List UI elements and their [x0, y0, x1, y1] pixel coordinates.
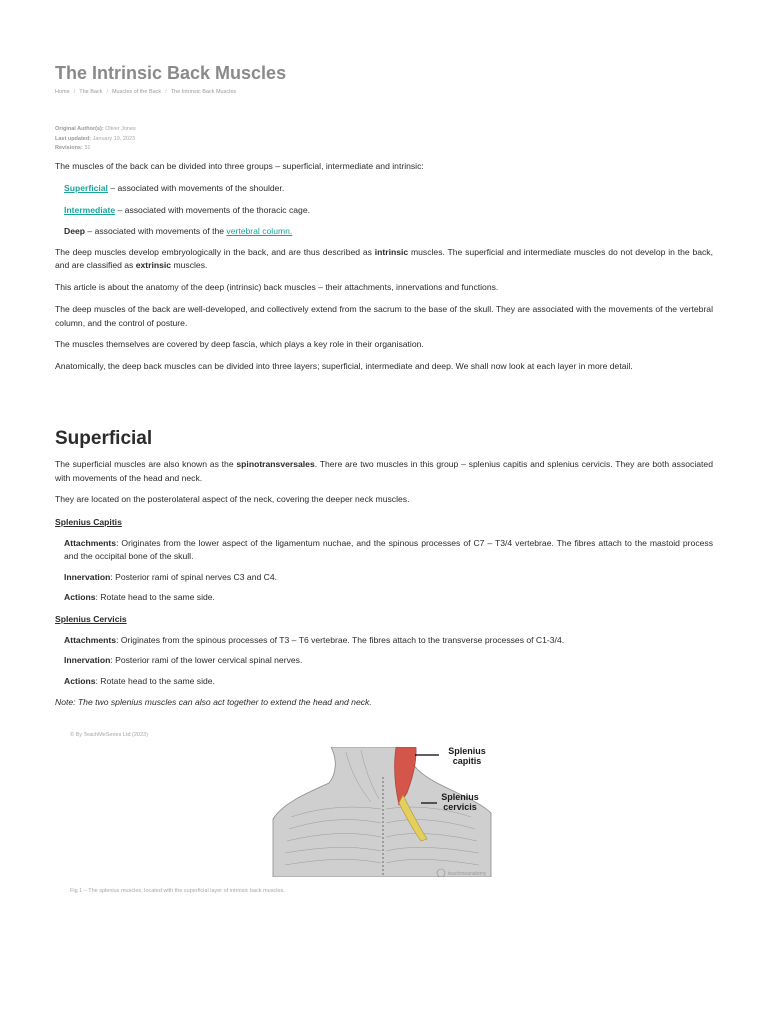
image-credit: © By TeachMeSeries Ltd (2023)	[70, 732, 148, 738]
deep-label: Deep	[64, 226, 86, 236]
label-splenius-cervicis-1: Splenius	[441, 792, 479, 802]
group-deep: Deep – associated with movements of the vertebral column.	[64, 226, 293, 236]
revisions-count[interactable]: 31	[84, 145, 91, 151]
author-name[interactable]: Oliver Jones	[105, 126, 136, 132]
cervicis-attachments: Attachments: Originates from the spinous processes of T3 – T6 vertebrae. The fibres attach to the transverse processes of C1-3/4.	[64, 634, 565, 645]
section-heading-superficial: Superficial	[55, 428, 153, 449]
revisions-label: Revisions:	[55, 145, 83, 151]
breadcrumb-the-back[interactable]: The Back	[79, 89, 103, 95]
well-developed-paragraph: The deep muscles of the back are well-developed, and collectively extend from the sacrum to the base of the skull. They are associated with the movements of the vertebral column, and the control of posture.	[55, 304, 713, 328]
article-meta	[55, 125, 713, 154]
splenius-cervicis-heading: Splenius Cervicis	[55, 613, 127, 624]
breadcrumb-muscles-of-the-back[interactable]: Muscles of the Back	[111, 89, 162, 95]
layers-paragraph: Anatomically, the deep back muscles can be divided into three layers; superficial, intermediate and deep. We shall now look at each layer in more detail.	[55, 360, 633, 371]
intro-paragraph: The muscles of the back can be divided into three groups – superficial, intermediate and intrinsic:	[55, 160, 424, 171]
splenius-capitis-heading: Splenius Capitis	[55, 516, 122, 527]
author-label: Original Author(s):	[55, 126, 104, 132]
label-splenius-capitis-2: capitis	[452, 756, 482, 766]
superficial-link[interactable]: Superficial	[64, 183, 108, 193]
breadcrumb-current: The Intrinsic Back Muscles	[170, 89, 237, 95]
figure-watermark: teachmeanatomy	[448, 871, 487, 877]
group-intermediate: Intermediate – associated with movements of the thoracic cage.	[64, 204, 311, 215]
updated-date: January 19, 2023	[92, 135, 136, 142]
article	[55, 62, 713, 710]
capitis-actions: Actions: Rotate head to the same side.	[64, 592, 215, 602]
fascia-paragraph: The muscles themselves are covered by deep fascia, which plays a key role in their organisation.	[55, 339, 424, 349]
article-scope-paragraph: This article is about the anatomy of the deep (intrinsic) back muscles – their attachments, innervations and functions.	[55, 281, 499, 292]
splenius-note: Note: The two splenius muscles can also act together to extend the head and neck.	[55, 697, 372, 707]
superficial-intro: The superficial muscles are also known as the spinotransversales. There are two muscles in this group – splenius capitis and splenius cervicis. They are both associated with movements of the head and neck.	[55, 459, 713, 483]
cervicis-innervation: Innervation: Posterior rami of the lower cervical spinal nerves.	[64, 655, 303, 665]
splenius-muscles-illustration[interactable]	[271, 747, 498, 877]
embryology-paragraph: The deep muscles develop embryologically in the back, and are thus described as intrinsic muscles. The superficial and intermediate muscles do not develop in the back, and are classified as extrinsic muscles.	[55, 246, 713, 270]
intermediate-link[interactable]: Intermediate	[64, 204, 116, 215]
superficial-location: They are located on the posterolateral aspect of the neck, covering the deeper neck muscles.	[55, 494, 410, 504]
cervicis-actions: Actions: Rotate head to the same side.	[64, 675, 215, 686]
label-splenius-capitis-1: Splenius	[448, 747, 486, 756]
updated-label: Last updated:	[55, 135, 92, 142]
breadcrumb: Home / The Back / Muscles of the Back / The Intrinsic Back Muscles	[55, 89, 237, 95]
figure-caption: Fig 1 – The splenius muscles, located with the superficial layer of intrinsic back muscles.	[70, 888, 285, 894]
label-splenius-cervicis-2: cervicis	[443, 802, 477, 812]
capitis-attachments: Attachments: Originates from the lower aspect of the ligamentum nuchae, and the spinous processes of C7 – T3/4 vertebrae. The fibres attach to the mastoid process and the occipital bone of the skull.	[64, 537, 713, 561]
breadcrumb-home[interactable]: Home	[55, 89, 70, 95]
page-title: The Intrinsic Back Muscles	[55, 63, 287, 83]
vertebral-column-link[interactable]: vertebral column.	[226, 226, 293, 236]
capitis-innervation: Innervation: Posterior rami of spinal nerves C3 and C4.	[64, 571, 278, 582]
group-superficial: Superficial – associated with movements of the shoulder.	[64, 183, 285, 193]
